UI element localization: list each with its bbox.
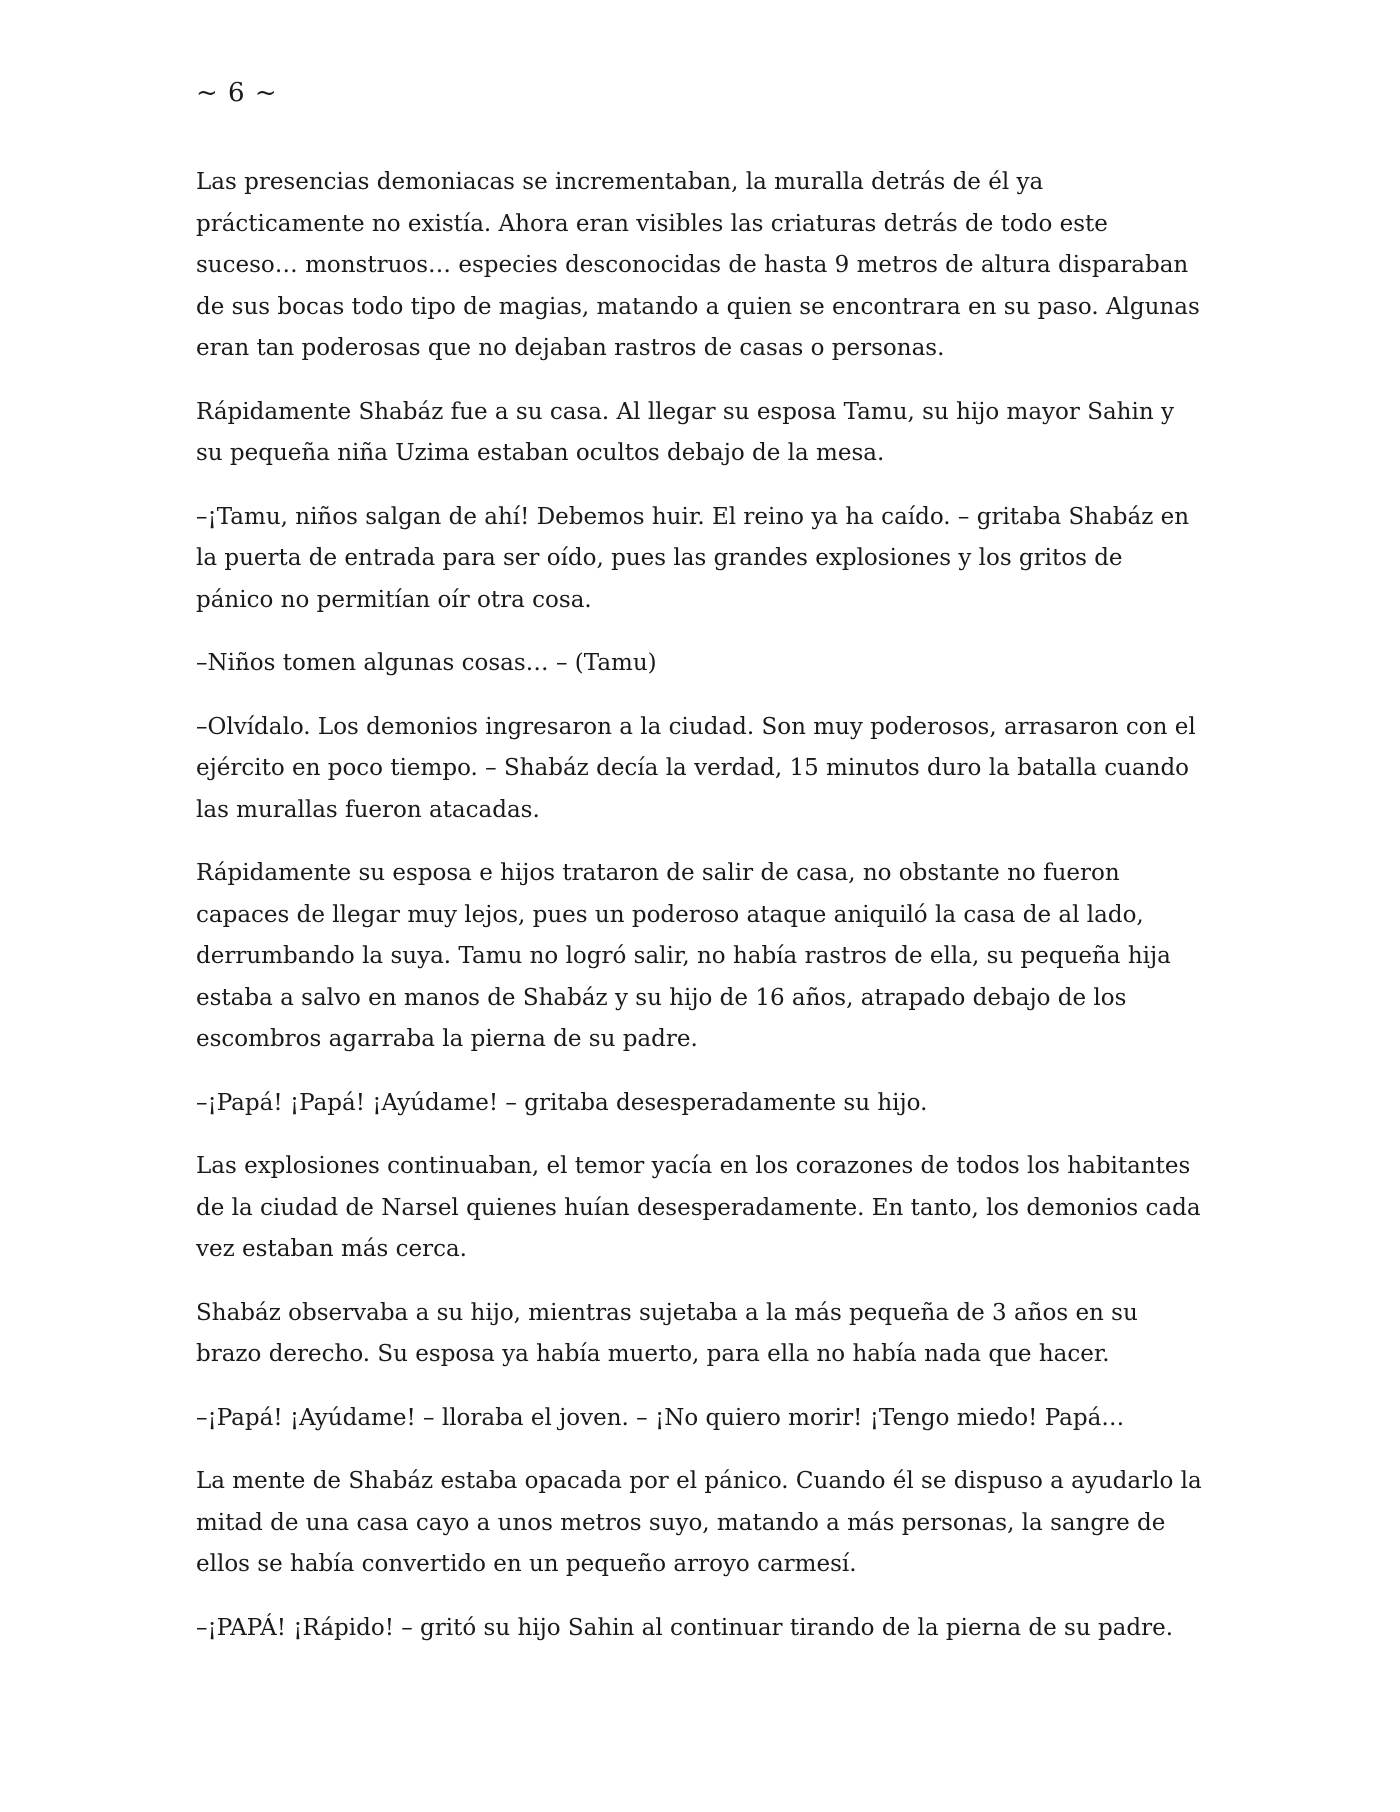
body-text	[196, 162, 1206, 1671]
paragraph: –¡Papá! ¡Ayúdame! – lloraba el joven. – ¡No quiero morir! ¡Tengo miedo! Papá…	[196, 1404, 1125, 1431]
paragraph: Las presencias demoniacas se incrementaban, la muralla detrás de él ya prácticamente no existía. Ahora eran visibles las criaturas detrás de todo este suceso… monstruos… especies desconocidas de hasta 9 metros de altura disparaban de sus bocas todo tipo de magias, matando a quien se encontrara en su paso. Algunas eran tan poderosas que no dejaban rastros de casas o personas.	[196, 169, 1200, 361]
paragraph: –¡Tamu, niños salgan de ahí! Debemos huir. El reino ya ha caído. – gritaba Shabáz en la puerta de entrada para ser oído, pues las grandes explosiones y los gritos de pánico no permitían oír otra cosa.	[196, 503, 1190, 613]
paragraph: Las explosiones continuaban, el temor yacía en los corazones de todos los habitantes de la ciudad de Narsel quienes huían desesperadamente. En tanto, los demonios cada vez estaban más cerca.	[196, 1153, 1201, 1262]
paragraph: –Niños tomen algunas cosas… – (Tamu)	[196, 650, 657, 676]
paragraph: –¡Papá! ¡Papá! ¡Ayúdame! – gritaba desesperadamente su hijo.	[196, 1089, 928, 1116]
paragraph: –Olvídalo. Los demonios ingresaron a la ciudad. Son muy poderosos, arrasaron con el ejército en poco tiempo. – Shabáz decía la verdad, 15 minutos duro la batalla cuando las murallas fueron atacadas.	[196, 713, 1196, 823]
paragraph: –¡PAPÁ! ¡Rápido! – gritó su hijo Sahin al continuar tirando de la pierna de su padre.	[196, 1614, 1174, 1641]
paragraph: Shabáz observaba a su hijo, mientras sujetaba a la más pequeña de 3 años en su brazo derecho. Su esposa ya había muerto, para ella no había nada que hacer.	[196, 1299, 1138, 1367]
paragraph: Rápidamente su esposa e hijos trataron de salir de casa, no obstante no fueron capaces de llegar muy lejos, pues un poderoso ataque aniquiló la casa de al lado, derrumbando la suya. Tamu no logró salir, no había rastros de ella, su pequeña hija estaba a salvo en manos de Shabáz y su hijo de 16 años, atrapado debajo de los escombros agarraba la pierna de su padre.	[196, 860, 1171, 1052]
paragraph: La mente de Shabáz estaba opacada por el pánico. Cuando él se dispuso a ayudarlo la mitad de una casa cayo a unos metros suyo, matando a más personas, la sangre de ellos se había convertido en un pequeño arroyo carmesí.	[196, 1468, 1202, 1577]
page-number: ~ 6 ~	[196, 78, 278, 108]
paragraph: Rápidamente Shabáz fue a su casa. Al llegar su esposa Tamu, su hijo mayor Sahin y su pequeña niña Uzima estaban ocultos debajo de la mesa.	[196, 398, 1174, 466]
